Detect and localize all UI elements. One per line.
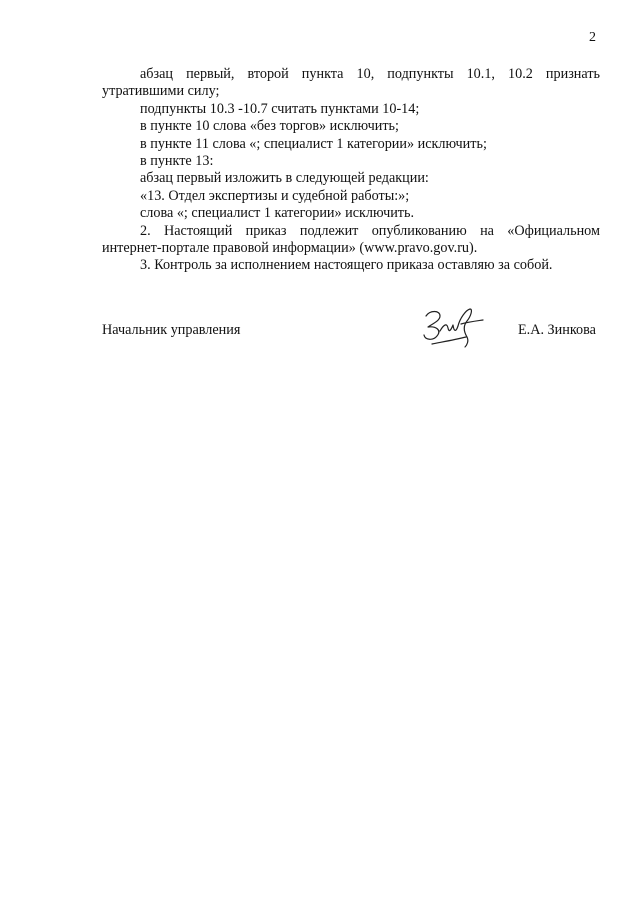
handwritten-signature: [420, 304, 486, 350]
paragraph: 2. Настоящий приказ подлежит опубликованию на «Официальном интернет-портале правовой информации» (www.pravo.gov.ru).: [102, 222, 600, 257]
paragraph: абзац первый изложить в следующей редакции:: [140, 170, 429, 187]
signatory-title: Начальник управления: [102, 322, 241, 338]
paragraph: подпункты 10.3 -10.7 считать пунктами 10-14;: [140, 100, 420, 117]
paragraph: слова «; специалист 1 категории» исключить.: [140, 205, 415, 222]
paragraph: в пункте 13:: [140, 153, 214, 170]
page-number: 2: [589, 30, 596, 45]
paragraph: в пункте 10 слова «без торгов» исключить;: [140, 118, 399, 135]
paragraph: абзац первый, второй пункта 10, подпункты 10.1, 10.2 признать утратившими силу;: [102, 66, 600, 100]
paragraph: «13. Отдел экспертизы и судебной работы:»;: [140, 187, 410, 204]
paragraph: в пункте 11 слова «; специалист 1 категории» исключить;: [140, 135, 487, 152]
paragraph: 3. Контроль за исполнением настоящего приказа оставляю за собой.: [140, 257, 553, 274]
document-body: [102, 66, 600, 275]
signatory-name: Е.А. Зинкова: [518, 322, 596, 338]
